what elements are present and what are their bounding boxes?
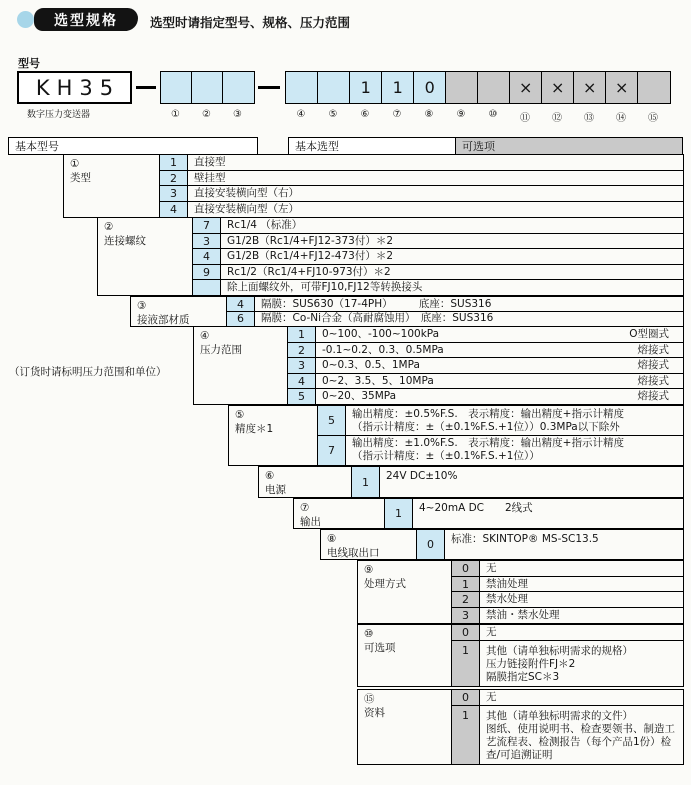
section-name: 处理方式 (364, 578, 406, 590)
table-row (192, 233, 685, 250)
code-cell: 6 (226, 311, 256, 327)
desc-cell: 禁油处理 (479, 576, 684, 593)
desc-cell: 直接安装横向型（右） (187, 185, 684, 202)
section-name: 输出 (300, 516, 321, 528)
section-title-badge: 选型规格 (34, 8, 138, 31)
desc-cell: 0~20、35MPa 熔接式 (315, 388, 684, 405)
section-number: ④ (200, 330, 210, 342)
desc-cell: 标准：SKINTOP® MS-SC13.5 (444, 529, 684, 560)
section-label-output (293, 498, 385, 529)
table-row (287, 388, 685, 405)
desc-cell: Rc1/4 （标准） (220, 217, 684, 234)
model-digit-box: × (573, 71, 607, 104)
table-row (451, 689, 685, 706)
code-cell: 1 (287, 326, 317, 343)
desc-cell: 直接型 (187, 154, 684, 171)
section-label-options (357, 624, 452, 687)
table-row (451, 607, 685, 624)
position-number: ⑨ (456, 109, 466, 120)
position-number: ⑭ (616, 113, 626, 124)
page-subtitle: 选型时请指定型号、规格、压力范围 (150, 15, 351, 30)
section-label-treatment (357, 560, 452, 624)
desc-cell: 禁油・禁水处理 (479, 607, 684, 624)
section-rows-accuracy (317, 405, 685, 466)
desc-cell: 其他（请单独标明需求的规格） 压力链接附件FJ＊2 隔膜指定SC＊3 (479, 640, 684, 688)
desc-cell: G1/2B（Rc1/4+FJ12-373付）＊2 (220, 233, 684, 250)
table-row (451, 705, 685, 766)
desc-cell: 壁挂型 (187, 170, 684, 187)
section-rows-treatment (451, 560, 685, 624)
code-cell: 1 (351, 466, 381, 498)
section-number: ⑩ (364, 628, 374, 640)
table-row (192, 217, 685, 234)
code-cell: 2 (451, 591, 481, 608)
desc-cell: 4~20mA DC 2线式 (412, 498, 684, 529)
code-cell: 1 (384, 498, 414, 529)
model-caption: 数字压力变送器 (27, 110, 91, 120)
section-number: ⑦ (300, 502, 310, 514)
code-cell: 3 (192, 233, 222, 250)
table-row (159, 154, 685, 171)
code-cell: 2 (159, 170, 189, 187)
section-label-power (258, 466, 352, 498)
model-digit-box (222, 71, 255, 104)
position-number: ⑮ (648, 113, 658, 124)
model-digit-box: 0 (413, 71, 447, 104)
section-label-accuracy (228, 405, 318, 466)
position-number: ④ (296, 109, 306, 120)
table-row (192, 248, 685, 265)
desc-cell: 其他（请单独标明需求的文件） 图纸、使用说明书、检查要领书、制造工艺流程表、检测报告（每个产品1份）检查/可追溯证明 (479, 705, 684, 766)
separator-dash (258, 86, 280, 89)
code-cell: 0 (451, 560, 481, 577)
code-cell: 4 (192, 248, 222, 265)
desc-cell: 0~2、3.5、5、10MPa 熔接式 (315, 373, 684, 390)
table-row (159, 170, 685, 187)
desc-cell: Rc1/2（Rc1/4+FJ10-973付）＊2 (220, 264, 684, 281)
desc-cell: 输出精度：±0.5%F.S. 表示精度：输出精度+指示计精度 （指示计精度：±（±0.1%F.S.+1位））0.3MPa以下除外 (345, 405, 684, 436)
section-number: ② (104, 221, 114, 233)
code-cell: 3 (159, 185, 189, 202)
position-number: ⑤ (328, 109, 338, 120)
table-row (192, 264, 685, 281)
code-cell: 0 (416, 529, 446, 560)
position-number: ① (171, 109, 180, 120)
section-name: 电线取出口 (327, 547, 380, 559)
position-number: ⑥ (360, 109, 370, 120)
table-row (159, 201, 685, 218)
position-number: ⑦ (392, 109, 402, 120)
model-digit-group-2 (285, 71, 671, 104)
model-digit-box (477, 71, 511, 104)
desc-cell: 无 (479, 624, 684, 641)
desc-cell: 输出精度：±1.0%F.S. 表示精度：输出精度+指示计精度 （指示计精度：±（±0.1%F.S.+1位）） (345, 435, 684, 466)
header-basic-model: 基本型号 (8, 137, 258, 155)
section-rows-thread (192, 217, 685, 296)
section-label-wetted-material (130, 296, 227, 327)
separator-dash (136, 86, 156, 89)
section-number: ⑨ (364, 564, 374, 576)
section-name: 可选项 (364, 642, 396, 654)
section-rows-cable-outlet (416, 529, 685, 560)
desc-cell: 无 (479, 560, 684, 577)
code-cell: 1 (159, 154, 189, 171)
position-number: ⑧ (424, 109, 434, 120)
code-cell: 9 (192, 264, 222, 281)
header-optional: 可选项 (455, 137, 683, 155)
code-cell: 5 (317, 405, 347, 436)
table-row (351, 466, 685, 498)
code-cell: 7 (317, 435, 347, 466)
code-cell: 1 (451, 640, 481, 688)
section-name: 精度＊1 (235, 423, 274, 435)
section-number: ① (70, 158, 80, 170)
desc-cell: 直接安装横向型（左） (187, 201, 684, 218)
code-cell: 3 (287, 357, 317, 374)
order-note: （订货时请标明压力范围和单位） (9, 366, 167, 378)
model-digit-box (637, 71, 671, 104)
model-digit-box: 1 (349, 71, 383, 104)
section-rows-output (384, 498, 685, 529)
table-row (192, 279, 685, 296)
model-digit-box: × (509, 71, 543, 104)
section-name: 类型 (70, 172, 91, 184)
code-cell (192, 279, 222, 296)
desc-cell: G1/2B（Rc1/4+FJ12-473付）＊2 (220, 248, 684, 265)
table-row (451, 576, 685, 593)
section-number: ⑤ (235, 409, 245, 421)
table-row (287, 326, 685, 343)
table-row (317, 405, 685, 436)
desc-cell: 无 (479, 689, 684, 706)
desc-cell: 0~0.3、0.5、1MPa 熔接式 (315, 357, 684, 374)
model-digit-box: × (605, 71, 639, 104)
section-label-cable-outlet (320, 529, 417, 560)
desc-cell: 隔膜：Co-Ni合金（高耐腐蚀用） 底座：SUS316 (254, 311, 684, 327)
section-rows-documents (451, 689, 685, 765)
desc-cell: 24V DC±10% (379, 466, 684, 498)
code-cell: 2 (287, 342, 317, 359)
section-label-pressure-range (193, 326, 288, 405)
section-name: 资料 (364, 707, 385, 719)
seal-type: 熔接式 (637, 390, 669, 402)
seal-type: O型圈式 (629, 328, 669, 340)
code-cell: 3 (451, 607, 481, 624)
model-digit-box: 1 (381, 71, 415, 104)
section-name: 接液部材质 (137, 314, 190, 326)
desc-cell: 禁水处理 (479, 591, 684, 608)
table-row (451, 560, 685, 577)
section-rows-pressure-range (287, 326, 685, 405)
table-row (384, 498, 685, 529)
position-number: ② (202, 109, 211, 120)
code-cell: 4 (226, 296, 256, 312)
section-rows-power (351, 466, 685, 498)
desc-cell: 0~100、-100~100kPa O型圈式 (315, 326, 684, 343)
section-label-thread (97, 217, 193, 296)
model-digit-box (445, 71, 479, 104)
section-rows-wetted-material (226, 296, 685, 327)
desc-cell: 除上面螺纹外，可带FJ10,FJ12等转换接头 (220, 279, 684, 296)
badge-dot-icon (17, 11, 34, 28)
code-cell: 0 (451, 624, 481, 641)
model-digit-group-1 (160, 71, 255, 104)
header-basic-selection: 基本选型 (288, 137, 456, 155)
seal-type: 熔接式 (637, 359, 669, 371)
table-row (317, 435, 685, 466)
position-number: ⑩ (488, 109, 498, 120)
seal-type: 熔接式 (637, 374, 669, 387)
section-label-documents (357, 689, 452, 765)
section-number: ⑥ (265, 470, 275, 482)
code-cell: 4 (287, 373, 317, 390)
table-row (226, 311, 685, 327)
section-name: 连接螺纹 (104, 235, 146, 247)
section-rows-type (159, 154, 685, 218)
code-cell: 0 (451, 689, 481, 706)
position-number: ③ (233, 109, 242, 120)
code-cell: 5 (287, 388, 317, 405)
desc-cell: -0.1~0.2、0.3、0.5MPa 熔接式 (315, 342, 684, 359)
position-numbers-1 (160, 109, 253, 120)
model-prefix-box: KH35 (17, 71, 132, 104)
section-label-type (63, 154, 160, 218)
model-digit-box: × (541, 71, 575, 104)
section-number: ⑮ (364, 693, 375, 705)
seal-type: 熔接式 (637, 343, 669, 356)
model-digit-box (317, 71, 351, 104)
table-row (287, 342, 685, 359)
model-digit-box (191, 71, 224, 104)
model-number-label: 型号 (18, 57, 40, 70)
code-cell: 7 (192, 217, 222, 234)
table-row (287, 373, 685, 390)
table-row (416, 529, 685, 560)
code-cell: 1 (451, 576, 481, 593)
section-name: 电源 (265, 484, 286, 496)
position-number: ⑪ (520, 113, 530, 124)
table-row (451, 624, 685, 641)
section-number: ③ (137, 300, 147, 312)
table-row (159, 185, 685, 202)
code-cell: 4 (159, 201, 189, 218)
position-number: ⑫ (552, 113, 562, 124)
code-cell: 1 (451, 705, 481, 766)
position-numbers-2 (285, 109, 669, 124)
desc-cell: 隔膜：SUS630（17-4PH） 底座：SUS316 (254, 296, 684, 312)
model-digit-box (285, 71, 319, 104)
position-number: ⑬ (584, 113, 594, 124)
section-rows-options (451, 624, 685, 687)
section-number: ⑧ (327, 533, 337, 545)
table-row (451, 591, 685, 608)
table-row (287, 357, 685, 374)
model-digit-box (160, 71, 193, 104)
section-name: 压力范围 (200, 344, 242, 356)
table-row (451, 640, 685, 688)
